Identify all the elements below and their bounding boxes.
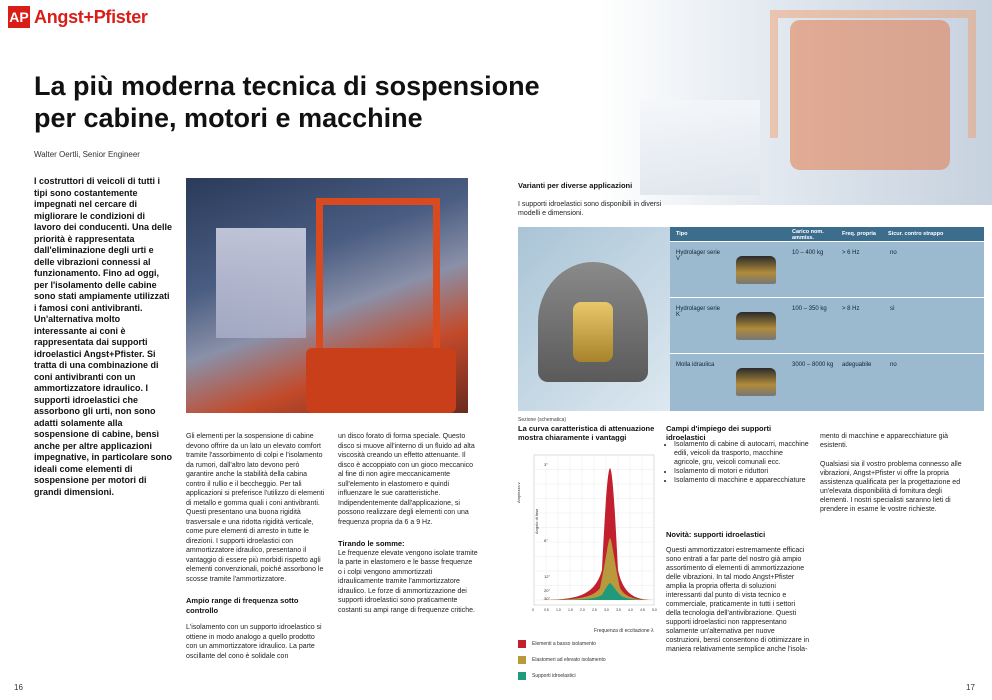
col1-heading: Ampio range di frequenza sotto controllo <box>186 596 299 615</box>
sezione-caption: Sezione (schematica) <box>518 417 567 423</box>
header-freq: Freq. propria <box>842 231 876 237</box>
legend-item <box>518 672 606 680</box>
col1-paragraph-1: Gli elementi per la sospensione di cabine devono offrire da un lato un elevato comfort tramite l'assorbimento di colpi e l'isolamento da rumori, dall'altro lato devono però garantire anche la stabilità della cabina contro il rullio e il beccheggio. Per tali applicazioni si preferisce l'utilizzo di elementi di metallo e gomma quali i coni antivibranti. Questi presentano una buona rigidità trasversale e una ridotta rigidità verticale, come pure elementi di arresto in tutte le direzioni. I supporti idroelastici con ammortizzatore idraulico, presentano il vantaggio di essere più morbidi rispetto agli elementi convenzionali, poiché assorbono le scosse tramite l'ammortizzatore. <box>186 433 325 583</box>
novita-text: Questi ammortizzatori estremamente efficaci sono entrati a far parte del nostro già ampio assortimento di elementi di ammortizzazione delle vibrazioni. In tal modo Angst+Pfister amplia la propria offerta di soluzioni interessanti dal punto di vista tecnico e commerciale, praticamente in tutti i settori della tecnologia dell'antivibrazione. Questi supporti idroelastici non rappresentano solamente un'alternativa per nuove costruzioni, bensì consentono di ottimizzare in maniera relativamente semplice anche l'isola- <box>666 547 810 653</box>
list-item: • Isolamento di motori e riduttori <box>674 467 811 476</box>
table-header <box>670 227 984 241</box>
variants-table <box>670 227 984 411</box>
ylabel: Ampiezza v <box>516 482 521 503</box>
mount-image <box>726 362 786 404</box>
body-column-2 <box>338 432 478 615</box>
chart-title: La curva caratteristica di attenuazione mostra chiaramente i vantaggi <box>518 424 655 442</box>
cell-tipo: Hydrolager serie K <box>676 306 721 318</box>
cell-freq: > 8 Hz <box>842 306 860 312</box>
x-tick-label: 0.5 <box>544 608 549 612</box>
page-title: La più moderna tecnica di sospensione per cabine, motori e macchine <box>34 71 540 133</box>
header-carico: Carico nom. ammiss. <box>792 229 824 241</box>
col2-heading: Tirando le somme: <box>338 539 405 548</box>
forklift-base <box>306 348 456 413</box>
col1-paragraph-2: L'isolamento con un supporto idroelastico si ottiene in modo analogo a quello prodotto con un ammortizzatore idraulico. La parte oscillante del cono è solidale con <box>186 624 322 660</box>
list-item: • Isolamento di macchine e apparecchiature <box>674 476 811 485</box>
campi-list <box>666 440 811 485</box>
header-sicur: Sicur. contro strappo <box>888 231 944 237</box>
forklift-mast <box>316 198 440 365</box>
cell-carico: 10 – 400 kg <box>792 250 824 256</box>
novita-heading: Novità: supporti idroelastici <box>666 530 766 539</box>
x-tick-label: 4.5 <box>640 608 645 612</box>
chart-legend <box>518 640 606 688</box>
body-column-1 <box>186 432 326 661</box>
body-column-4 <box>820 432 965 514</box>
intro-text: I costruttori di veicoli di tutti i tipi sono costantemente impegnati nel cercare di migliorare le condizioni di lavoro dei conducenti. Una delle priorità è rappresentata dall'eliminazione degli urti e delle vibrazioni connessi al funzionamento. Fino ad oggi, per l'isolamento delle cabine sono stati ampiamente utilizzati i famosi coni antivibranti. Un'alternativa molto interessante ai coni è rappresentata dai supporti idroelastici Angst+Pfister. Si tratta di una combinazione di coni antivibranti con un ammortizzatore idraulico. I supporti idroelastici che assorbono gli urti, non sono adatti solamente alla sospensione di cabine, bensì anche per altre applicazioni impegnative, in particolare sono ideali come elementi di sospensione per motori di grandi dimensioni. <box>34 176 173 497</box>
forklift-photo <box>186 178 468 413</box>
legend-item <box>518 656 606 664</box>
cell-carico: 3000 – 8000 kg <box>792 362 834 368</box>
legend-swatch-green <box>518 672 526 680</box>
legend-item <box>518 640 606 648</box>
x-tick-label: 4.0 <box>628 608 633 612</box>
varianti-text: I supporti idroelastici sono disponibili in diversi modelli e dimensioni. <box>518 201 662 217</box>
annotation: 3° <box>544 462 548 467</box>
pallet-load <box>216 228 306 338</box>
cell-carico: 100 – 350 kg <box>792 306 827 312</box>
legend-swatch-gold <box>518 656 526 664</box>
mount-image <box>726 306 786 348</box>
list-item: • Isolamento di cabine di autocarri, macchine edili, veicoli da trasporto, macchine agricole, gru, veicoli comunali ecc. <box>674 440 811 467</box>
cell-sicur: no <box>890 362 897 368</box>
forklift-body <box>790 20 950 170</box>
legend-label: Elastomeri ad elevato isolamento <box>532 657 606 663</box>
col2-paragraph-1: un disco forato di forma speciale. Questo disco si muove all'interno di un fluido ad alta viscosità creando un effetto attenuante. Il disco è accoppiato con un gioco meccanico al fine di non agire meccanicamente sull'elemento in elastomero e quindi influenzare le sue caratteristiche. Indipendentemente dall'applicazione, si possono realizzare degli elementi con una frequenza propria da 6 a 9 Hz. <box>338 433 475 526</box>
cell-sicur: no <box>890 250 897 256</box>
legend-swatch-red <box>518 640 526 648</box>
x-tick-label: 0 <box>532 608 534 612</box>
cell-tipo: Molla idraulica <box>676 362 715 368</box>
campi-heading: Campi d'impiego dei supporti idroelastici <box>666 424 772 442</box>
table-row <box>670 297 984 354</box>
cell-tipo: Hydrolager serie V <box>676 250 721 262</box>
logo-text: Angst+Pfister <box>34 6 148 27</box>
x-ticks <box>532 608 657 612</box>
page-number-left: 16 <box>14 683 23 692</box>
annotation: 6° <box>544 538 548 543</box>
varianti-heading: Varianti per diverse applicazioni <box>518 181 633 190</box>
annotation: 20° <box>544 588 551 593</box>
x-tick-label: 2.0 <box>580 608 585 612</box>
cutaway-illustration <box>518 227 670 411</box>
col4-paragraph-1: mento di macchine e apparecchiature già esistenti. <box>820 433 949 449</box>
ylabel2: Angolo di fase <box>534 508 539 534</box>
cell-freq: adeguabile <box>842 362 872 368</box>
annotation: 30° <box>544 596 551 601</box>
x-tick-label: 5.0 <box>652 608 657 612</box>
annotation: 12° <box>544 574 551 579</box>
col4-paragraph-2: Qualsiasi sia il vostro problema connesso alle vibrazioni, Angst+Pfister vi offre la propria assistenza qualificata per la progettazione ed un'elevata disponibilità di fornitura degli elementi. I nostri specialisti saranno lieti di prendere in esame le vostre richieste. <box>820 461 962 513</box>
brand-logo <box>8 6 148 28</box>
logo-mark: AP <box>8 6 30 28</box>
mount-image <box>726 250 786 292</box>
x-tick-label: 1.5 <box>568 608 573 612</box>
x-tick-label: 1.0 <box>556 608 561 612</box>
header-tipo: Tipo <box>676 231 688 237</box>
attenuation-chart <box>514 450 660 635</box>
table-row <box>670 241 984 298</box>
col2-paragraph-2: Le frequenze elevate vengono isolate tramite la parte in elastomero e le basse frequenze o i colpi vengono ammortizzati idraulicamente tramite l'ammortizzatore idraulico. Le forze di ammortizzazione dei supporti idroelastici sono praticamente costanti su ampi range di frequenze critiche. <box>338 549 478 614</box>
table-row <box>670 353 984 410</box>
page-number-right: 17 <box>966 683 975 692</box>
x-tick-label: 2.5 <box>592 608 597 612</box>
x-tick-label: 3.0 <box>604 608 609 612</box>
legend-label: Supporti idroelastici <box>532 673 576 679</box>
author: Walter Oertli, Senior Engineer <box>34 150 140 159</box>
x-tick-label: 3.5 <box>616 608 621 612</box>
xlabel: Frequenza di eccitazione λ <box>594 628 654 634</box>
cell-sicur: sì <box>890 306 895 312</box>
mount-core <box>573 302 613 362</box>
cell-freq: > 6 Hz <box>842 250 860 256</box>
legend-label: Elementi a basso isolamento <box>532 641 596 647</box>
